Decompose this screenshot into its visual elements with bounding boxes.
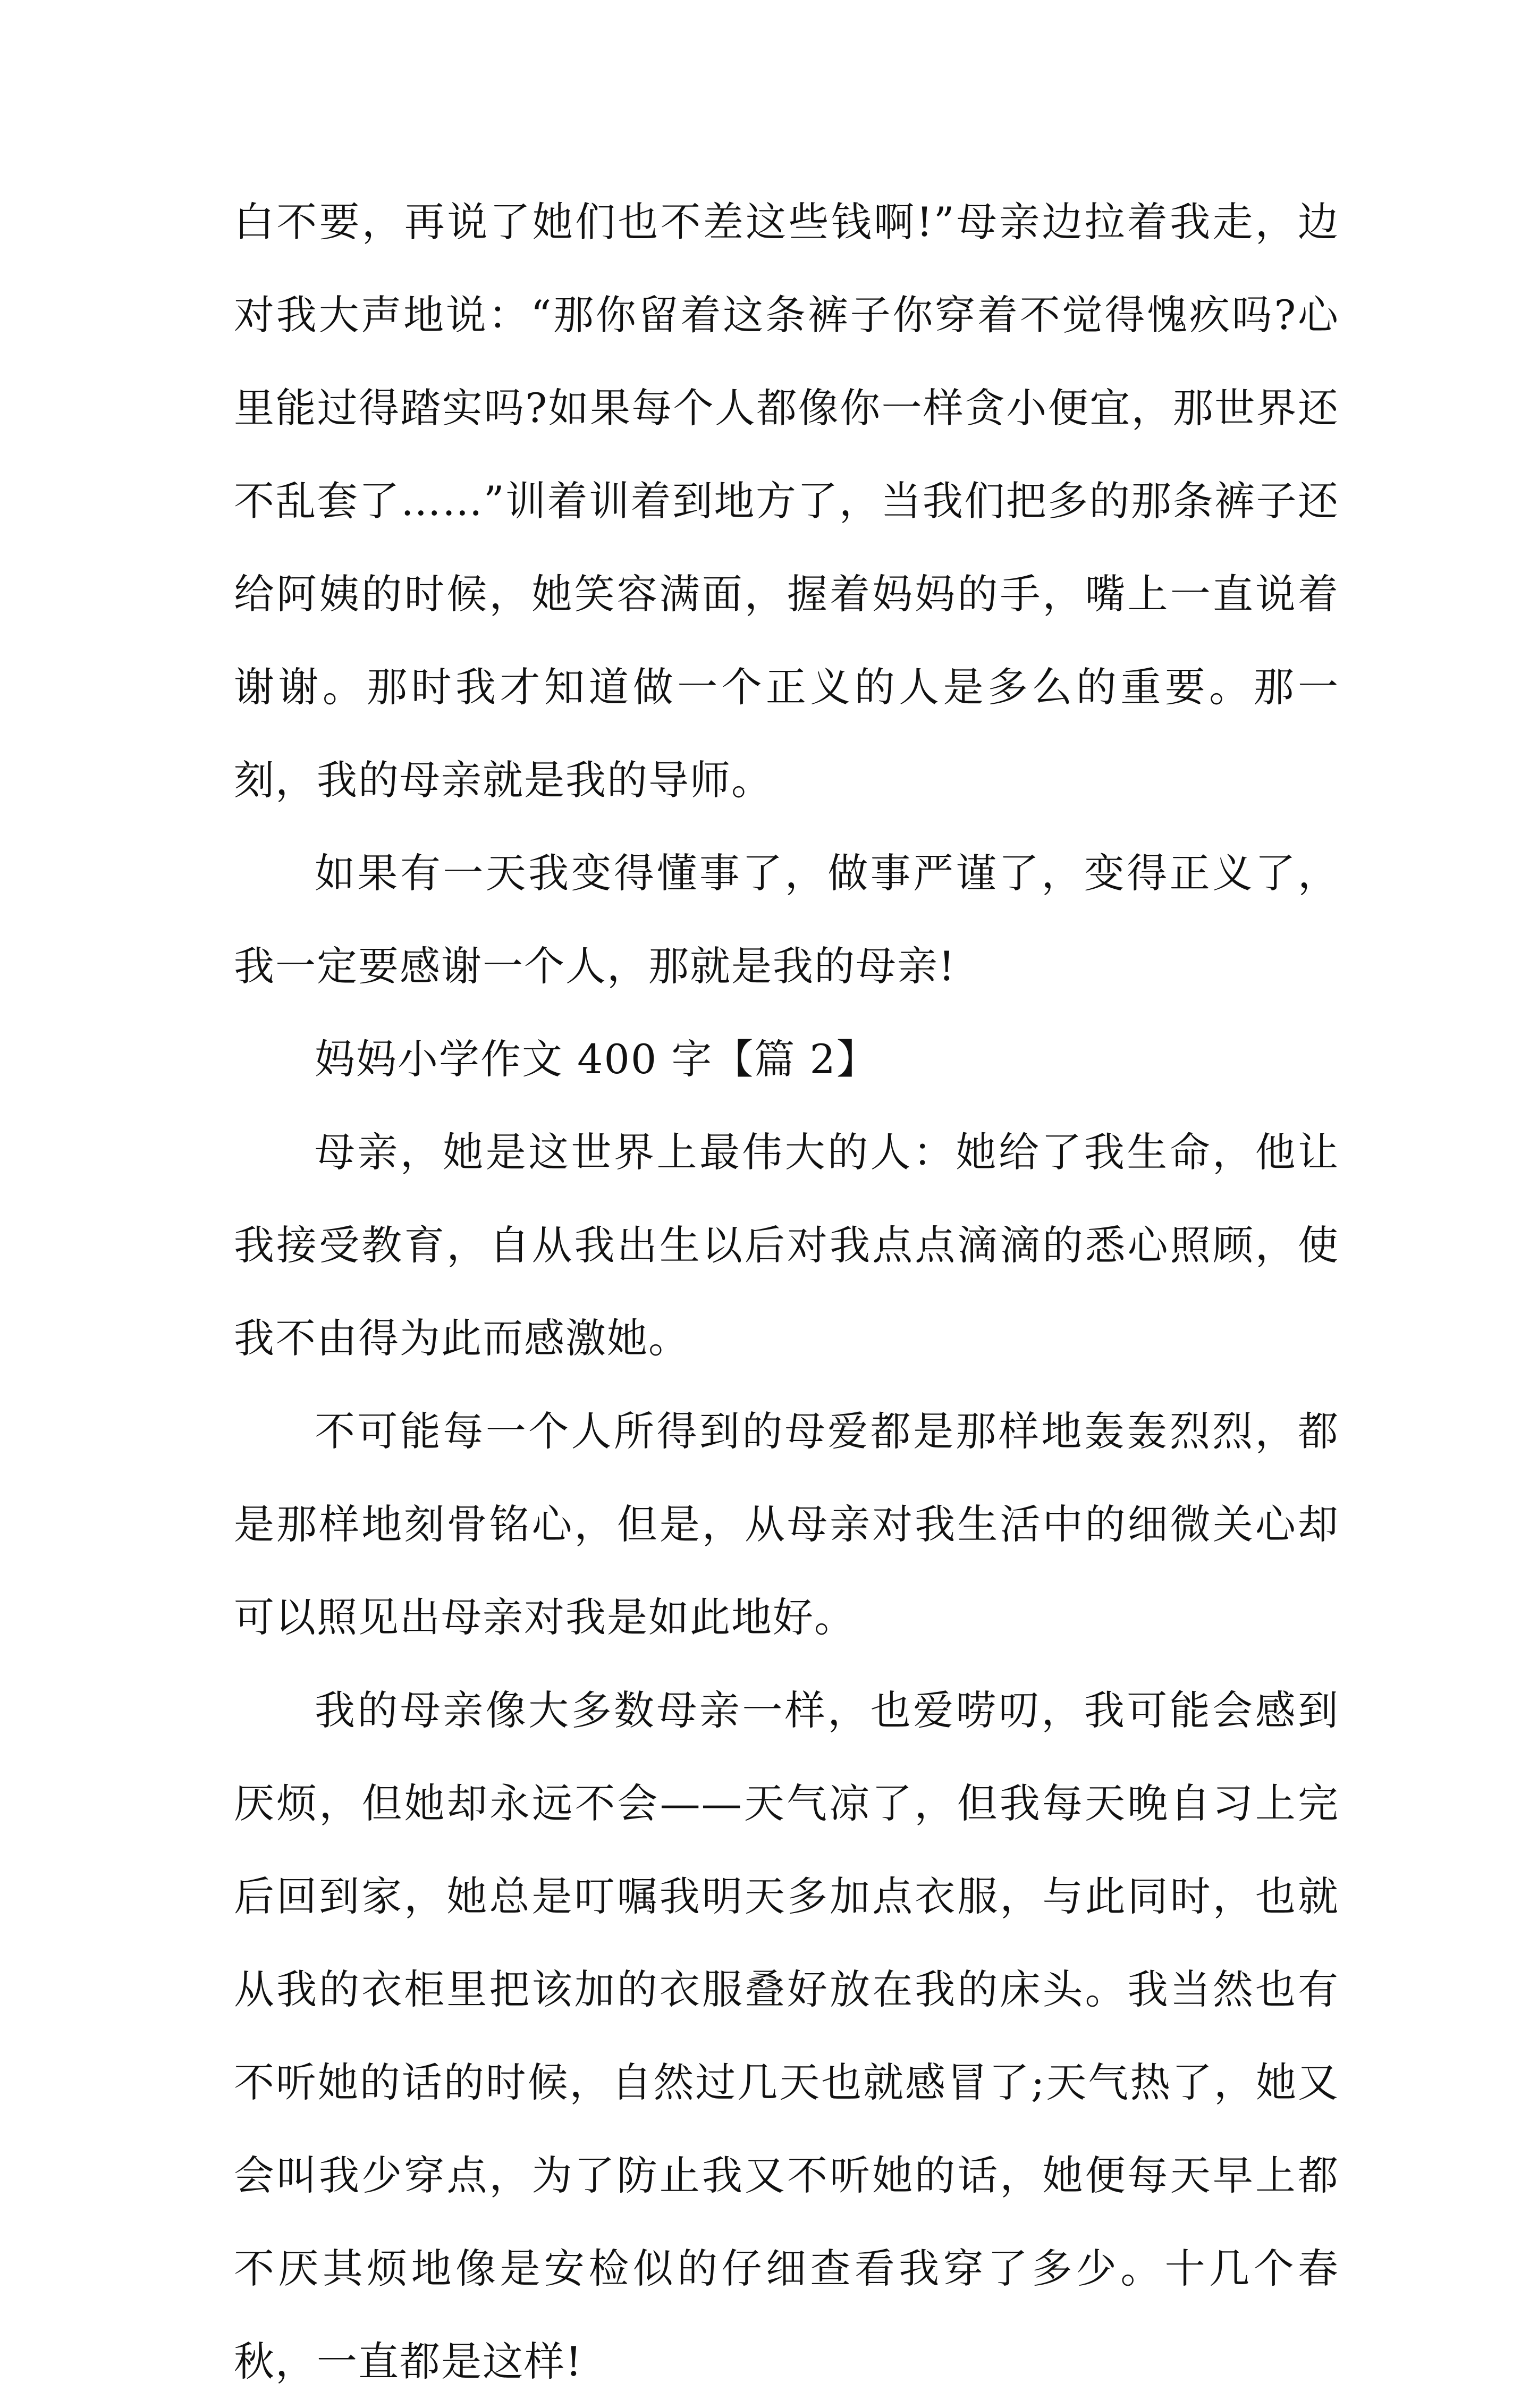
paragraph-mother-care: 我的母亲像大多数母亲一样，也爱唠叨，我可能会感到厌烦，但她却永远不会——天气凉了，但我每天晚自习上完后回到家，她总是叮嘱我明天多加点衣服，与此同时，也就从我的衣柜里把该加的衣服叠好放在我的床头。我当然也有不听她的话的时候，自然过几天也就感冒了;天气热了，她又会叫我少穿点，为了防止我又不听她的话，她便每天早上都不厌其烦地像是安检似的仔细查看我穿了多少。十几个春秋，一直都是这样! <box>234 1687 1339 2385</box>
article-body <box>234 175 1339 2408</box>
paragraph-continuation: 白不要，再说了她们也不差这些钱啊!”母亲边拉着我走，边对我大声地说：“那你留着这条裤子你穿着不觉得愧疚吗?心里能过得踏实吗?如果每个人都像你一样贪小便宜，那世界还不乱套了……”训着训着到地方了，当我们把多的那条裤子还给阿姨的时候，她笑容满面，握着妈妈的手，嘴上一直说着谢谢。那时我才知道做一个正义的人是多么的重要。那一刻，我的母亲就是我的导师。 <box>234 198 1339 804</box>
paragraph-mother-love: 不可能每一个人所得到的母爱都是那样地轰轰烈烈，都是那样地刻骨铭心，但是，从母亲对我生活中的细微关心却可以照见出母亲对我是如此地好。 <box>234 1408 1339 1641</box>
paragraph-gratitude: 如果有一天我变得懂事了，做事严谨了，变得正义了，我一定要感谢一个人，那就是我的母亲! <box>234 849 1339 990</box>
paragraph-mother-greatest: 母亲，她是这世界上最伟大的人：她给了我生命，他让我接受教育，自从我出生以后对我点点滴滴的悉心照顾，使我不由得为此而感激她。 <box>234 1129 1339 1362</box>
section-heading: 妈妈小学作文 400 字【篇 2】 <box>315 1035 878 1083</box>
